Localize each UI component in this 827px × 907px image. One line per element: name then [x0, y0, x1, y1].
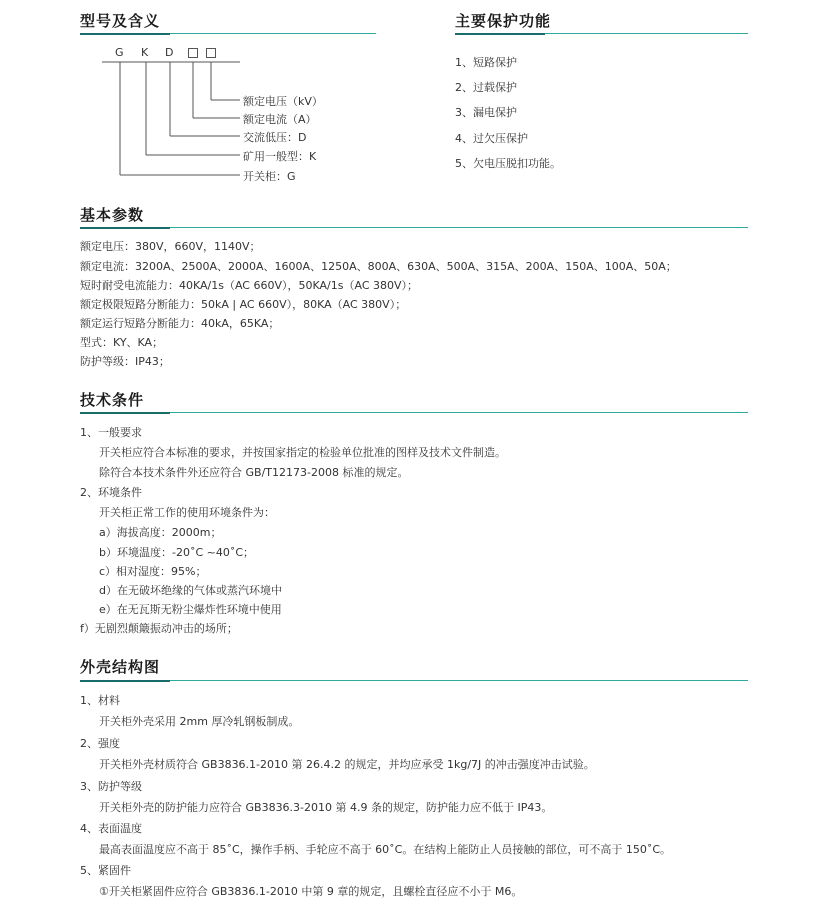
tech-line: 开关柜正常工作的使用环境条件为： — [99, 506, 275, 519]
code-letter-g: G — [115, 46, 124, 59]
basic-param-line: 型式：KY、KA； — [80, 336, 164, 349]
basic-param-line: 额定电流：3200A、2500A、2000A、1600A、1250A、800A、630A、500A、315A、200A、150A、100A、50A； — [80, 260, 677, 273]
basic-param-line: 额定极限短路分断能力：50kA | AC 660V），80KA（AC 380V）； — [80, 298, 407, 311]
shell-heading: 3、防护等级 — [80, 780, 142, 793]
tech-line: 除符合本技术条件外还应符合 GB/T12173-2008 标准的规定。 — [99, 466, 409, 479]
shell-heading: 4、表面温度 — [80, 822, 142, 835]
tech-section-title: 技术条件 — [80, 391, 145, 409]
basic-param-line: 额定运行短路分断能力：40kA，65KA； — [80, 317, 280, 330]
tech-heading: 2、环境条件 — [80, 486, 142, 499]
tech-section-rule — [80, 412, 748, 413]
basic-section-rule — [80, 227, 748, 228]
model-code-lines — [80, 40, 400, 190]
code-label-switchgear: 开关柜：G — [243, 170, 296, 183]
shell-line: 开关柜外壳采用 2mm 厚冷轧钢板制成。 — [99, 715, 300, 728]
protection-item: 2、过载保护 — [455, 81, 517, 94]
protection-item: 3、漏电保护 — [455, 106, 517, 119]
shell-line: 开关柜外壳的防护能力应符合 GB3836.3-2010 第 4.9 条的规定，防护能力应不低于 IP43。 — [99, 801, 553, 814]
protection-section-title: 主要保护功能 — [455, 12, 552, 30]
tech-heading: 1、一般要求 — [80, 426, 142, 439]
model-code-diagram — [80, 40, 400, 190]
code-letter-k: K — [141, 46, 149, 59]
basic-param-line: 额定电压：380V，660V，1140V； — [80, 240, 261, 253]
basic-param-line: 防护等级：IP43； — [80, 355, 170, 368]
code-label-voltage: 额定电压（kV） — [243, 95, 323, 108]
shell-heading: 5、紧固件 — [80, 864, 131, 877]
protection-item: 1、短路保护 — [455, 56, 517, 69]
shell-section-rule — [80, 680, 748, 681]
shell-heading: 1、材料 — [80, 694, 120, 707]
shell-line: 最高表面温度应不高于 85˚C，操作手柄、手轮应不高于 60˚C。在结构上能防止人员接触的部位，可不高于 150˚C。 — [99, 843, 672, 856]
code-label-ac-low: 交流低压：D — [243, 131, 307, 144]
tech-line: 开关柜应符合本标准的要求，并按国家指定的检验单位批准的图样及技术文件制造。 — [99, 446, 506, 459]
code-box-voltage — [206, 48, 216, 58]
protection-section-rule — [455, 33, 748, 34]
model-section-title: 型号及含义 — [80, 12, 161, 30]
code-box-current — [188, 48, 198, 58]
basic-param-line: 短时耐受电流能力：40KA/1s（AC 660V），50KA/1s（AC 380V）； — [80, 279, 419, 292]
tech-line: d）在无破坏绝缘的气体或蒸汽环境中 — [99, 584, 282, 597]
tech-line: c）相对湿度：95%； — [99, 565, 207, 578]
shell-line: 开关柜外壳材质符合 GB3836.1-2010 第 26.4.2 的规定，并均应承受 1kg/7J 的冲击强度冲击试验。 — [99, 758, 595, 771]
tech-line: e）在无瓦斯无粉尘爆炸性环境中使用 — [99, 603, 282, 616]
tech-line: f）无剧烈颠簸振动冲击的场所； — [80, 622, 238, 635]
shell-line: ①开关柜紧固件应符合 GB3836.1-2010 中第 9 章的规定，且螺栓直径应不小于 M6。 — [99, 885, 523, 898]
tech-line: b）环境温度：-20˚C ~40˚C； — [99, 546, 255, 559]
shell-heading: 2、强度 — [80, 737, 120, 750]
basic-section-title: 基本参数 — [80, 206, 145, 224]
model-section-rule — [80, 33, 376, 34]
tech-line: a）海拔高度：2000m； — [99, 526, 222, 539]
code-label-current: 额定电流（A） — [243, 113, 317, 126]
protection-item: 5、欠电压脱扣功能。 — [455, 157, 561, 170]
protection-item: 4、过欠压保护 — [455, 132, 528, 145]
code-label-mining: 矿用一般型：K — [243, 150, 317, 163]
code-letter-d: D — [165, 46, 174, 59]
shell-section-title: 外壳结构图 — [80, 658, 161, 676]
